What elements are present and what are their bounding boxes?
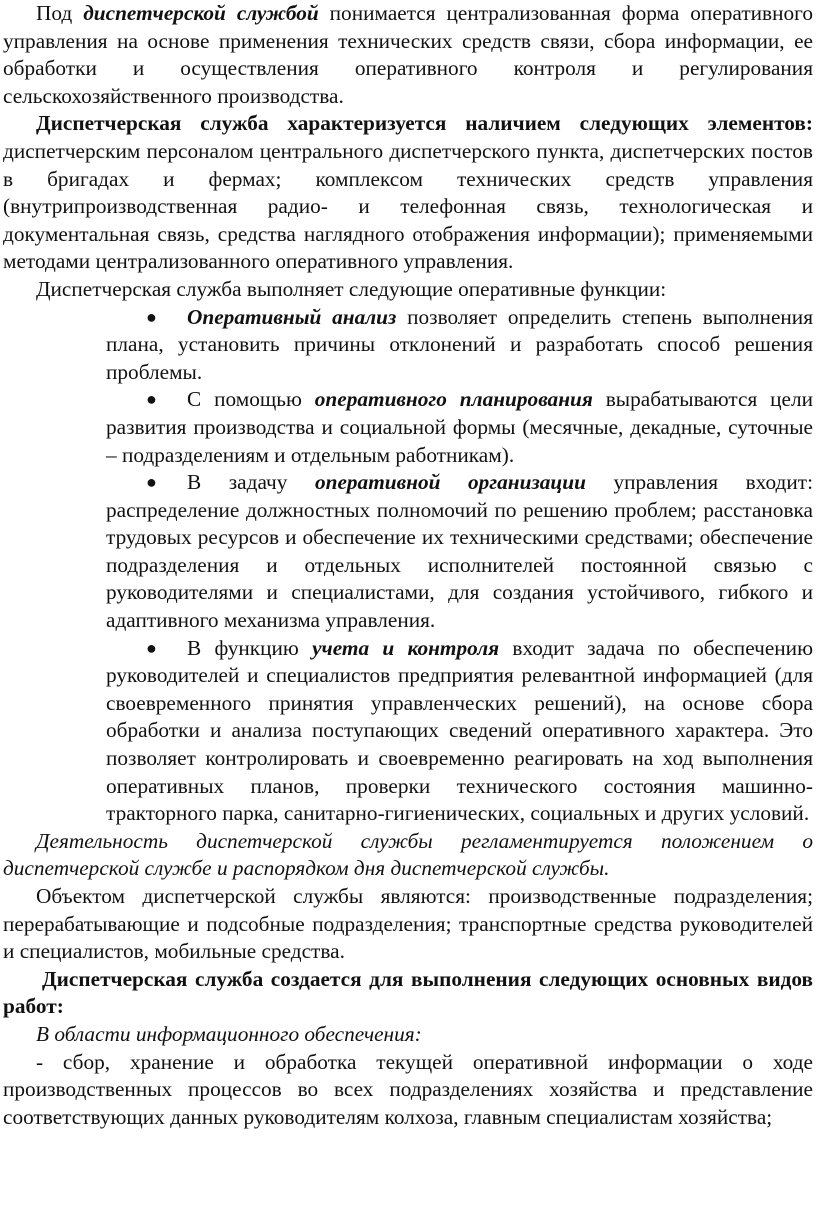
paragraph-functions-intro: Диспетчерская служба выполняет следующие оперативные функции: [36, 276, 667, 301]
functions-list [3, 304, 813, 828]
text-run: В задачу [187, 470, 315, 495]
list-item [106, 635, 813, 828]
term-analysis: Оперативный анализ [187, 304, 397, 329]
text-run: Под [36, 1, 84, 25]
text-run: понимается централизованная форма оперативного управления на основе применения технических средств связи, сбора информации, ее обработки и осуществления оперативного контроля и регулирования сельскохозяйственного производства. [3, 1, 813, 108]
text-run: управления входит: распределение должностных полномочий по решению проблем; расстановка трудовых ресурсов и обеспечение их техническими средствами; обеспечение подразделения и отдельных исполнителей постоянной связью с руководителями и специалистами, для создания устойчивого, гибкого и адаптивного механизма управления. [106, 470, 814, 633]
document-page [3, 0, 813, 1131]
term-planning: оперативного планирования [314, 387, 593, 412]
paragraph-data-collection: - сбор, хранение и обработка текущей оперативной информации о ходе производственных процессов во всех подразделениях хозяйства и представление соответствующих данных руководителям колхоза, главным специалистам хозяйства; [3, 1049, 813, 1129]
paragraph-object: Объектом диспетчерской службы являются: производственные подразделения; перерабатывающие и подсобные подразделения; транспортные средства руководителей и специалистов, мобильные средства. [3, 884, 813, 964]
text-run: входит задача по обеспечению руководителей и специалистов предприятия релевантной информацией (для своевременного принятия управленческих решений), на основе сбора обработки и анализа поступающих сведений оперативного характера. Это позволяет контролировать и своевременно реагировать на ход выполнения оперативных планов, проверки технического состояния машинно-тракторного парка, санитарно-гигиенических, социальных и других условий. [106, 635, 813, 826]
paragraph-elements [3, 110, 813, 276]
text-run: позволяет определить степень выполнения плана, установить причины отклонений и разработать способ решения проблемы. [106, 304, 813, 384]
list-item [106, 469, 813, 635]
bullet-icon: ● [146, 472, 157, 493]
term-accounting-control: учета и контроля [312, 635, 500, 660]
heading-main-works: Диспетчерская служба создается для выполнения следующих основных видов работ: [3, 966, 813, 1019]
bullet-icon: ● [146, 306, 157, 327]
term-organization: оперативной организации [314, 470, 586, 495]
list-item [106, 386, 813, 469]
list-item [106, 304, 813, 387]
paragraph-regulation: Деятельность диспетчерской службы регламентируется положением о диспетчерской службе и распорядком дня диспетчерской службы. [3, 828, 813, 881]
text-run: В функцию [187, 635, 313, 660]
bullet-icon: ● [146, 637, 157, 658]
heading-elements: Диспетчерская служба характеризуется наличием следующих элементов: [36, 111, 813, 136]
paragraph-definition [3, 0, 813, 110]
bullet-icon: ● [146, 389, 157, 410]
text-run: вырабатываются цели развития производства и социальной формы (месячные, декадные, суточные – подразделениям и отдельным работникам). [106, 387, 813, 467]
text-run: диспетчерским персоналом центрального диспетчерского пункта, диспетчерских постов в бригадах и фермах; комплексом технических средств управления (внутрипроизводственная радио- и телефонная связь, технологическая и документальная связь, средства наглядного отображения информации); применяемыми методами централизованного оперативного управления. [3, 138, 813, 274]
term-dispatch-service: диспетчерской службой [83, 1, 319, 25]
subheading-information-support: В области информационного обеспечения: [36, 1021, 422, 1046]
text-run: С помощью [187, 387, 315, 412]
